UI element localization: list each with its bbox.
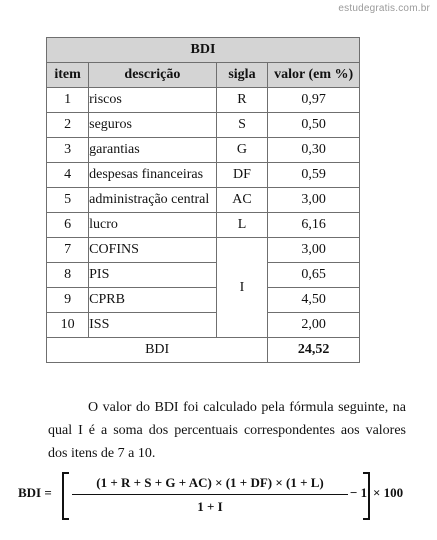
formula-denominator: 1 + I	[197, 499, 223, 514]
cell-valor: 0,65	[268, 263, 360, 288]
cell-item: 4	[47, 163, 89, 188]
cell-sigla: DF	[216, 163, 268, 188]
cell-descricao: despesas financeiras	[89, 163, 217, 188]
cell-valor: 0,97	[268, 88, 360, 113]
cell-valor: 3,00	[268, 238, 360, 263]
table-footer-row	[47, 338, 360, 363]
cell-valor: 4,50	[268, 288, 360, 313]
cell-descricao: administração central	[89, 188, 217, 213]
cell-item: 5	[47, 188, 89, 213]
table-row	[47, 88, 360, 113]
cell-sigla: S	[216, 113, 268, 138]
table-row	[47, 138, 360, 163]
formula-left-bracket	[62, 472, 69, 520]
cell-descricao: COFINS	[89, 238, 217, 263]
formula-lhs: BDI =	[18, 485, 52, 500]
col-header-item: item	[47, 63, 89, 88]
cell-sigla: G	[216, 138, 268, 163]
cell-item: 6	[47, 213, 89, 238]
bdi-table	[46, 37, 360, 363]
table-row	[47, 313, 360, 338]
cell-item: 1	[47, 88, 89, 113]
cell-sigla: R	[216, 88, 268, 113]
cell-valor: 0,30	[268, 138, 360, 163]
col-header-descricao: descrição	[89, 63, 217, 88]
cell-descricao: PIS	[89, 263, 217, 288]
footer-total: 24,52	[268, 338, 360, 363]
formula-numerator: (1 + R + S + G + AC) × (1 + DF) × (1 + L)	[96, 475, 324, 490]
explanation-paragraph	[48, 396, 406, 465]
formula-right-bracket	[363, 472, 370, 520]
formula-times-hundred: × 100	[373, 485, 404, 500]
cell-valor: 6,16	[268, 213, 360, 238]
formula-fraction-bar	[72, 494, 348, 495]
cell-valor: 2,00	[268, 313, 360, 338]
cell-descricao: seguros	[89, 113, 217, 138]
paragraph-text: O valor do BDI foi calculado pela fórmula seguinte, na qual I é a soma dos percentuais correspondentes aos valores dos itens de 7 a 10.	[48, 400, 406, 461]
bdi-formula	[18, 470, 418, 520]
cell-descricao: garantias	[89, 138, 217, 163]
table-title: BDI	[47, 38, 360, 63]
table-row	[47, 238, 360, 263]
table-row	[47, 288, 360, 313]
cell-descricao: ISS	[89, 313, 217, 338]
cell-valor: 0,50	[268, 113, 360, 138]
footer-label: BDI	[47, 338, 268, 363]
cell-sigla-merged: I	[216, 238, 268, 338]
formula-minus-one: − 1	[350, 485, 368, 500]
cell-item: 8	[47, 263, 89, 288]
table-row	[47, 213, 360, 238]
cell-valor: 0,59	[268, 163, 360, 188]
cell-valor: 3,00	[268, 188, 360, 213]
cell-sigla: AC	[216, 188, 268, 213]
table-row	[47, 263, 360, 288]
cell-descricao: CPRB	[89, 288, 217, 313]
cell-descricao: riscos	[89, 88, 217, 113]
site-watermark: estudegratis.com.br	[338, 3, 430, 14]
cell-item: 7	[47, 238, 89, 263]
col-header-valor: valor (em %)	[268, 63, 360, 88]
table-row	[47, 188, 360, 213]
cell-item: 2	[47, 113, 89, 138]
cell-item: 3	[47, 138, 89, 163]
col-header-sigla: sigla	[216, 63, 268, 88]
cell-descricao: lucro	[89, 213, 217, 238]
cell-sigla: L	[216, 213, 268, 238]
table-row	[47, 113, 360, 138]
cell-item: 10	[47, 313, 89, 338]
cell-item: 9	[47, 288, 89, 313]
table-row	[47, 163, 360, 188]
